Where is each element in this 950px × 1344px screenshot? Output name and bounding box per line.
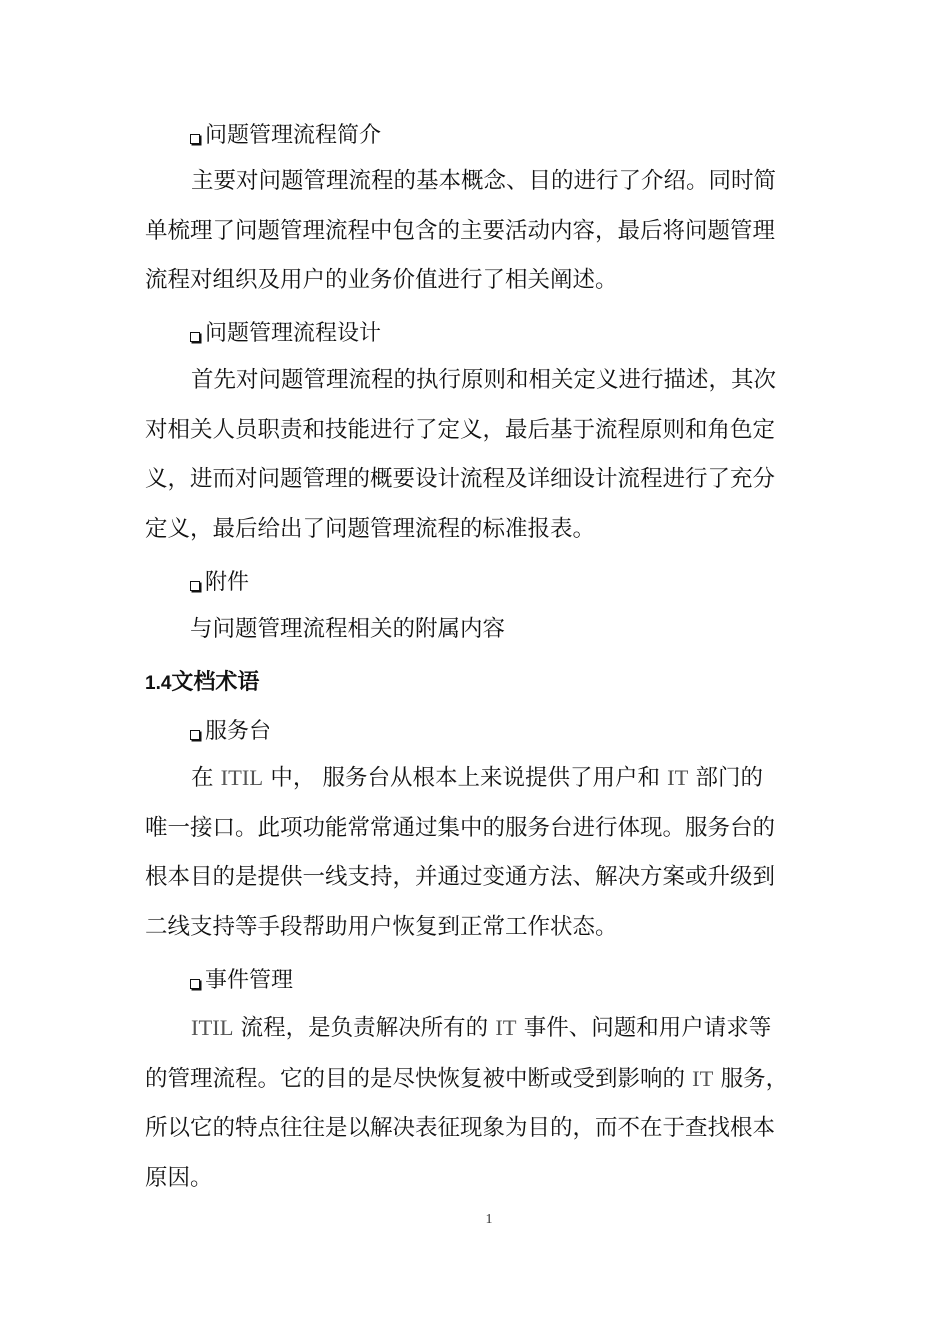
checkbox-bullet-icon [190, 134, 200, 144]
incident-paragraph: ITIL 流程，是负责解决所有的 IT 事件、问题和用户请求等 的管理流程。它的目的是尽快恢复被中断或受到影响的 IT 服务， 所以它的特点往往是以解决表征现象为目的，而不在于查找根本 原因。 [145, 1003, 810, 1203]
service-desk-paragraph: 在 ITIL 中， 服务台从根本上来说提供了用户和 IT 部门的 唯一接口。此项功能常常通过集中的服务台进行体现。服务台的 根本目的是提供一线支持，并通过变通方法、解决方案或升级到 二线支持等手段帮助用户恢复到正常工作状态。 [145, 753, 810, 952]
bullet-heading-appendix: 附件 [190, 568, 249, 598]
design-paragraph: 首先对问题管理流程的执行原则和相关定义进行描述，其次 对相关人员职责和技能进行了定义，最后基于流程原则和角色定 义，进而对问题管理的概要设计流程及详细设计流程进行了充分 定义，最后给出了问题管理流程的标准报表。 [145, 367, 777, 542]
incident-second-line: 的管理流程。它的目的是尽快恢复被中断或受到影响的 IT 服务， [145, 1065, 789, 1092]
checkbox-bullet-icon [190, 979, 200, 989]
section-heading-terms: 1.4文档术语 [145, 670, 260, 695]
page-number: 1 [485, 1212, 493, 1227]
bullet-heading-design: 问题管理流程设计 [190, 319, 381, 349]
bullet-heading-incident: 事件管理 [190, 966, 293, 996]
bullet-heading-service-desk: 服务台 [190, 717, 271, 747]
checkbox-bullet-icon [190, 730, 200, 740]
incident-first-line: ITIL 流程，是负责解决所有的 IT 事件、问题和用户请求等 [191, 1015, 772, 1041]
intro-paragraph: 主要对问题管理流程的基本概念、目的进行了介绍。同时简 单梳理了问题管理流程中包含的主要活动内容，最后将问题管理 流程对组织及用户的业务价值进行了相关阐述。 [145, 168, 777, 293]
bullet-heading-intro: 问题管理流程简介 [190, 121, 381, 151]
checkbox-bullet-icon [190, 581, 200, 591]
checkbox-bullet-icon [190, 332, 200, 342]
service-desk-first-line: 在 ITIL 中， 服务台从根本上来说提供了用户和 IT 部门的 [191, 765, 764, 791]
appendix-text: 与问题管理流程相关的附属内容 [190, 616, 506, 642]
